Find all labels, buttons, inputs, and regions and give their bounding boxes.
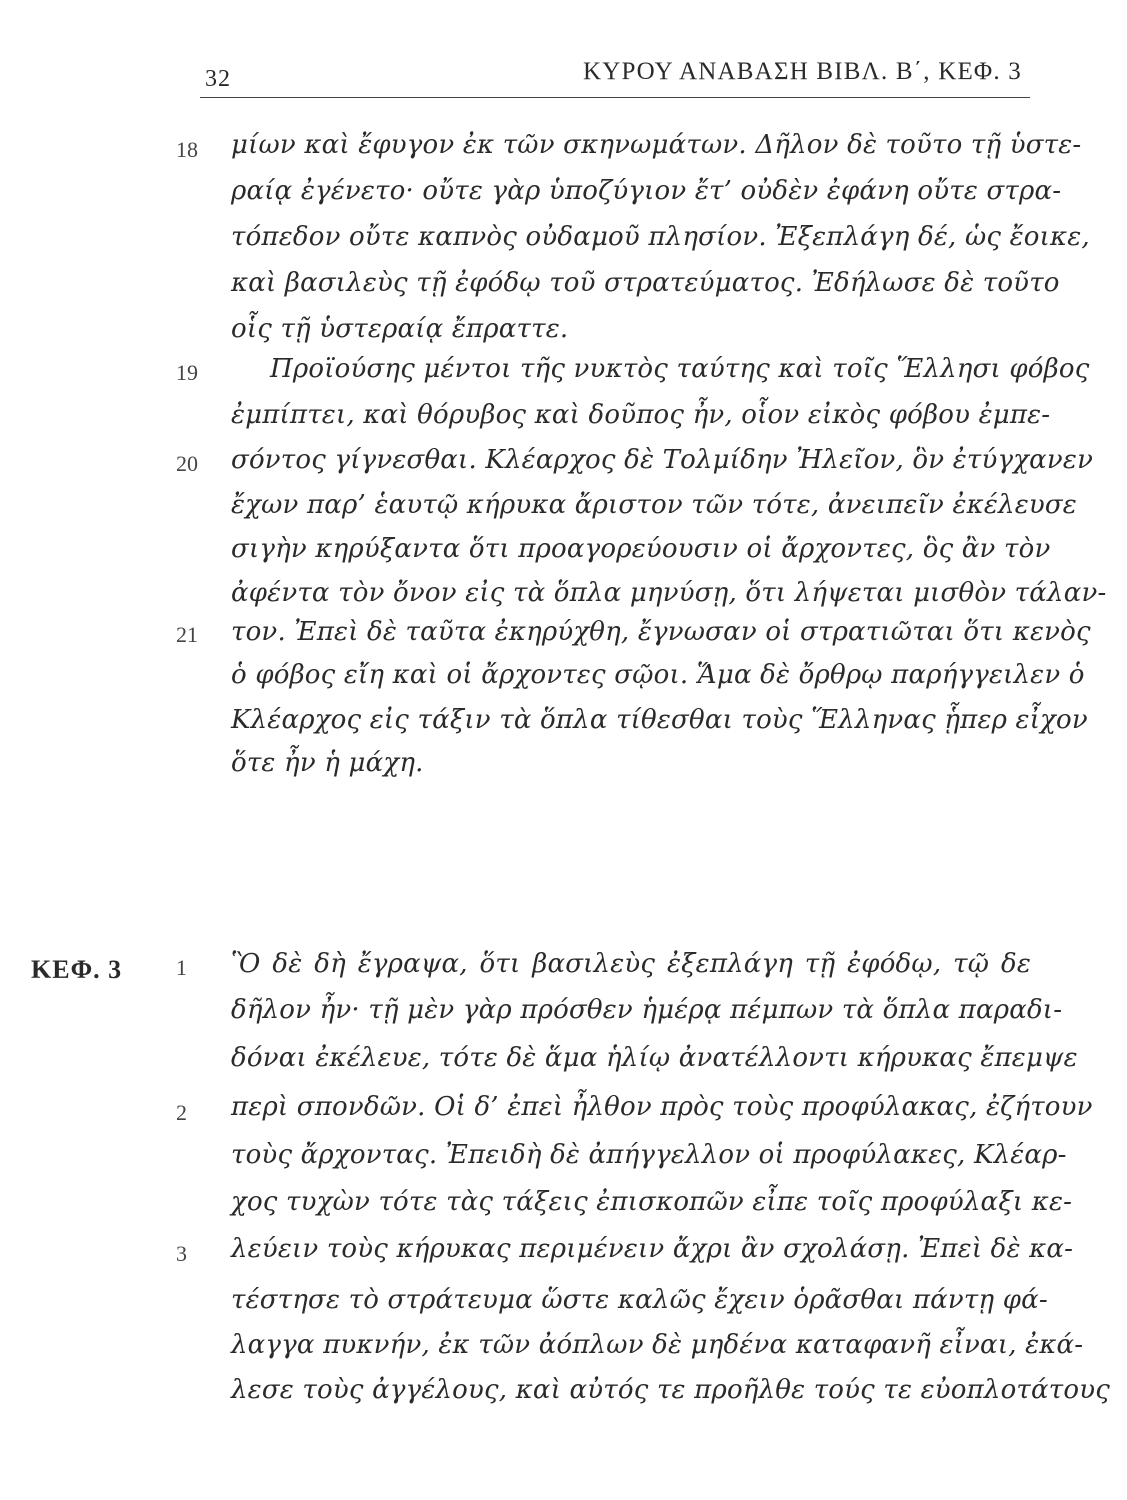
text-line: σιγὴν κηρύξαντα ὅτι προαγορεύουσιν οἱ ἄρχοντες, ὃς ἂν τὸν — [231, 534, 1051, 564]
text-line: Κλέαρχος εἰς τάξιν τὰ ὅπλα τίθεσθαι τοὺς Ἕλληνας ᾗπερ εἶχον — [231, 705, 1088, 735]
verse-number-ch3-1: 1 — [176, 955, 187, 980]
text-line: λεύειν τοὺς κήρυκας περιμένειν ἄχρι ἂν σχολάσῃ. Ἐπεὶ δὲ κα- — [231, 1234, 1074, 1264]
text-line: τέστησε τὸ στράτευμα ὥστε καλῶς ἔχειν ὁρᾶσθαι πάντῃ φά- — [231, 1285, 1048, 1315]
text-line: μίων καὶ ἔφυγον ἐκ τῶν σκηνωμάτων. Δῆλον δὲ τοῦτο τῇ ὑστε- — [231, 130, 1082, 160]
text-line: λεσε τοὺς ἀγγέλους, καὶ αὐτός τε προῆλθε τούς τε εὐοπλοτάτους — [231, 1375, 1110, 1405]
verse-number-18: 18 — [176, 137, 198, 162]
text-line: χος τυχὼν τότε τὰς τάξεις ἐπισκοπῶν εἶπε τοῖς προφύλαξι κε- — [231, 1187, 1073, 1217]
text-line: λαγγα πυκνήν, ἐκ τῶν ἀόπλων δὲ μηδένα καταφανῆ εἶναι, ἐκά- — [231, 1330, 1084, 1360]
verse-number-19: 19 — [176, 360, 198, 385]
text-line: δῆλον ἦν· τῇ μὲν γὰρ πρόσθεν ἡμέρᾳ πέμπων τὰ ὅπλα παραδι- — [231, 995, 1063, 1025]
text-line: ὅτε ἦν ἡ μάχη. — [231, 748, 424, 778]
verse-number-ch3-3: 3 — [176, 1241, 187, 1266]
text-line: ὁ φόβος εἴη καὶ οἱ ἄρχοντες σῷοι. Ἅμα δὲ ὄρθρῳ παρήγγειλεν ὁ — [231, 660, 1085, 690]
text-line: τοὺς ἄρχοντας. Ἐπειδὴ δὲ ἀπήγγελλον οἱ προφύλακες, Κλέαρ- — [231, 1140, 1067, 1170]
text-line: οἷς τῇ ὑστεραίᾳ ἔπραττε. — [231, 314, 569, 344]
text-line: ἀφέντα τὸν ὄνον εἰς τὰ ὅπλα μηνύσῃ, ὅτι λήψεται μισθὸν τάλαν- — [231, 578, 1107, 608]
running-head: ΚΥΡΟΥ ΑΝΑΒΑΣΗ ΒΙΒΛ. Β΄, ΚΕΦ. 3 — [583, 58, 1022, 85]
verse-number-21: 21 — [176, 622, 198, 647]
text-line: Προϊούσης μέντοι τῆς νυκτὸς ταύτης καὶ τοῖς Ἕλλησι φόβος — [270, 354, 1090, 384]
text-line: σόντος γίγνεσθαι. Κλέαρχος δὲ Τολμίδην Ἠλεῖον, ὃν ἐτύγχανεν — [231, 445, 1094, 475]
text-line: ραίᾳ ἐγένετο· οὔτε γὰρ ὑποζύγιον ἔτ’ οὐδὲν ἐφάνη οὔτε στρα- — [231, 176, 1062, 206]
page-number: 32 — [205, 66, 231, 92]
text-line: τον. Ἐπεὶ δὲ ταῦτα ἐκηρύχθη, ἔγνωσαν οἱ στρατιῶται ὅτι κενὸς — [231, 617, 1091, 647]
text-line: καὶ βασιλεὺς τῇ ἐφόδῳ τοῦ στρατεύματος. Ἐδήλωσε δὲ τοῦτο — [231, 268, 1060, 298]
verse-number-ch3-2: 2 — [176, 1100, 187, 1125]
text-line: δόναι ἐκέλευε, τότε δὲ ἅμα ἡλίῳ ἀνατέλλοντι κήρυκας ἔπεμψε — [231, 1043, 1078, 1073]
text-line: ἔχων παρ’ ἑαυτῷ κήρυκα ἄριστον τῶν τότε, ἀνειπεῖν ἐκέλευσε — [231, 490, 1077, 520]
verse-number-20: 20 — [176, 451, 198, 476]
chapter-label: ΚΕΦ. 3 — [31, 955, 123, 984]
text-line: Ὃ δὲ δὴ ἔγραψα, ὅτι βασιλεὺς ἐξεπλάγη τῇ ἐφόδῳ, τῷ δε — [231, 949, 1031, 979]
text-line: περὶ σπονδῶν. Οἱ δ’ ἐπεὶ ἦλθον πρὸς τοὺς προφύλακας, ἐζήτουν — [231, 1092, 1093, 1122]
text-line: ἐμπίπτει, καὶ θόρυβος καὶ δοῦπος ἦν, οἷον εἰκὸς φόβου ἐμπε- — [231, 400, 1051, 430]
text-line: τόπεδον οὔτε καπνὸς οὐδαμοῦ πλησίον. Ἐξεπλάγη δέ, ὡς ἔοικε, — [231, 222, 1090, 252]
